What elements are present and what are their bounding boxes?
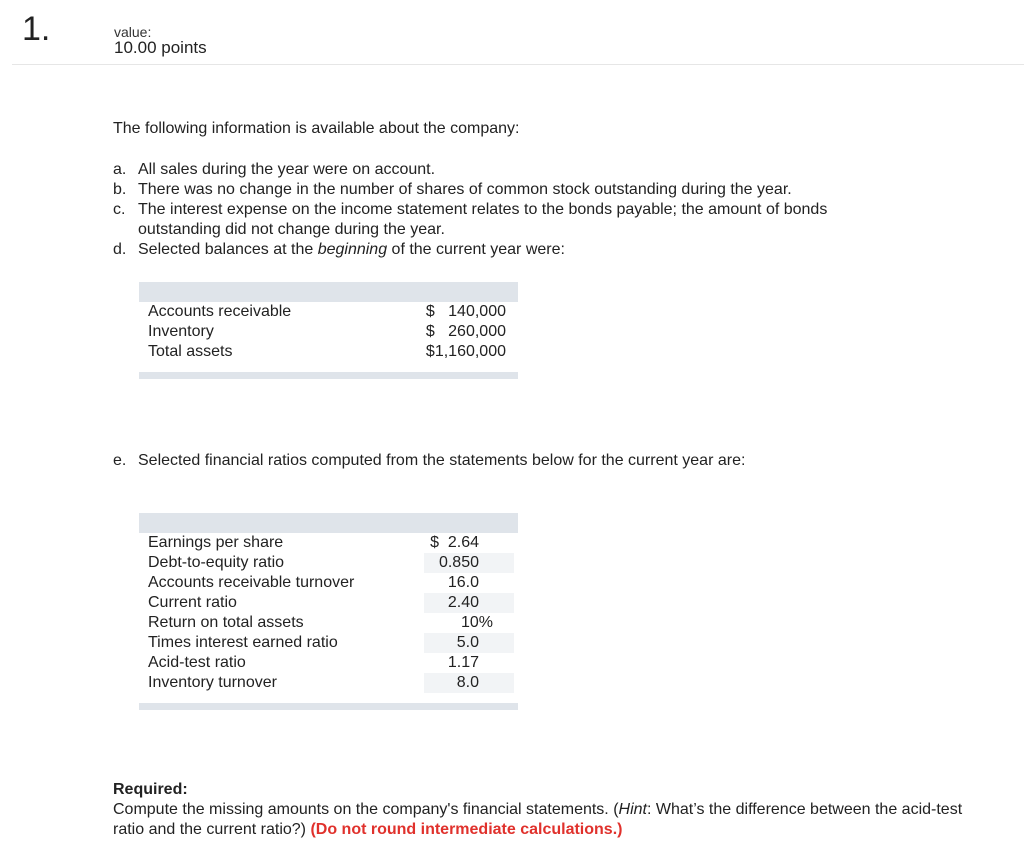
list-marker: b.: [113, 181, 127, 198]
ratio-label: Inventory turnover: [148, 674, 277, 691]
table-row: [139, 302, 518, 322]
ratio-value: $ 2.64: [430, 534, 479, 551]
question-number: 1.: [22, 10, 51, 48]
ratio-value: 5.0: [456, 634, 479, 651]
ratio-value: 2.40: [447, 594, 479, 611]
ratio-label: Earnings per share: [148, 534, 284, 551]
required-text: Compute the missing amounts on the company's financial statements. (: [113, 801, 619, 818]
balance-label: Accounts receivable: [148, 303, 292, 320]
required-text-mid: : What’s the difference between the acid-test ratio and the current ratio?): [113, 801, 963, 838]
table-row: [139, 322, 518, 342]
list-text: All sales during the year were on account.: [138, 161, 436, 178]
table-row: [139, 573, 518, 593]
list-text: The interest expense on the income statement relates to the bonds payable; the amount of bonds outstanding did not change during the year.: [138, 201, 828, 238]
ratio-label: Accounts receivable turnover: [148, 574, 355, 591]
balance-label: Total assets: [148, 343, 233, 360]
balance-value: $ 260,000: [425, 323, 506, 340]
points-value: 10.00 points: [114, 38, 207, 57]
list-text: There was no change in the number of shares of common stock outstanding during the year.: [138, 181, 792, 198]
balances-table: [139, 282, 518, 379]
intro-text: The following information is available about the company:: [113, 120, 520, 137]
value-label: value:: [114, 24, 152, 40]
table-row: [139, 673, 518, 693]
table-row: [139, 342, 518, 362]
balance-label: Inventory: [148, 323, 214, 340]
table-row: [139, 593, 518, 613]
ratio-value: 10%: [460, 614, 493, 631]
ratio-label: Return on total assets: [148, 614, 304, 631]
rounding-warning: (Do not round intermediate calculations.): [310, 821, 623, 838]
table-row: [139, 613, 518, 633]
list-marker: d.: [113, 241, 127, 258]
ratio-value: 0.850: [438, 554, 479, 571]
balance-value: $1,160,000: [425, 343, 506, 360]
list-text: Selected financial ratios computed from the statements below for the current year are:: [138, 452, 746, 469]
ratio-value: 16.0: [447, 574, 479, 591]
ratio-label: Debt-to-equity ratio: [148, 554, 285, 571]
ratio-label: Current ratio: [148, 594, 237, 611]
list-marker: e.: [113, 452, 127, 469]
table-row: [139, 653, 518, 673]
list-text: Selected balances at the beginning of the current year were:: [138, 241, 565, 258]
table-row: [139, 633, 518, 653]
hint-label: Hint: [618, 801, 647, 818]
list-marker: c.: [113, 201, 126, 218]
ratio-value: 8.0: [456, 674, 479, 691]
required-heading: Required:: [113, 781, 188, 798]
table-row: [139, 553, 518, 573]
ratio-value: 1.17: [447, 654, 479, 671]
required-section: [113, 780, 973, 840]
balance-value: $ 140,000: [425, 303, 506, 320]
emphasis-beginning: beginning: [317, 241, 388, 258]
ratio-label: Times interest earned ratio: [148, 634, 338, 651]
list-marker: a.: [113, 161, 127, 178]
header-divider: [12, 64, 1024, 65]
ratios-table: [139, 513, 518, 710]
ratio-label: Acid-test ratio: [148, 654, 246, 671]
table-row: [139, 533, 518, 553]
